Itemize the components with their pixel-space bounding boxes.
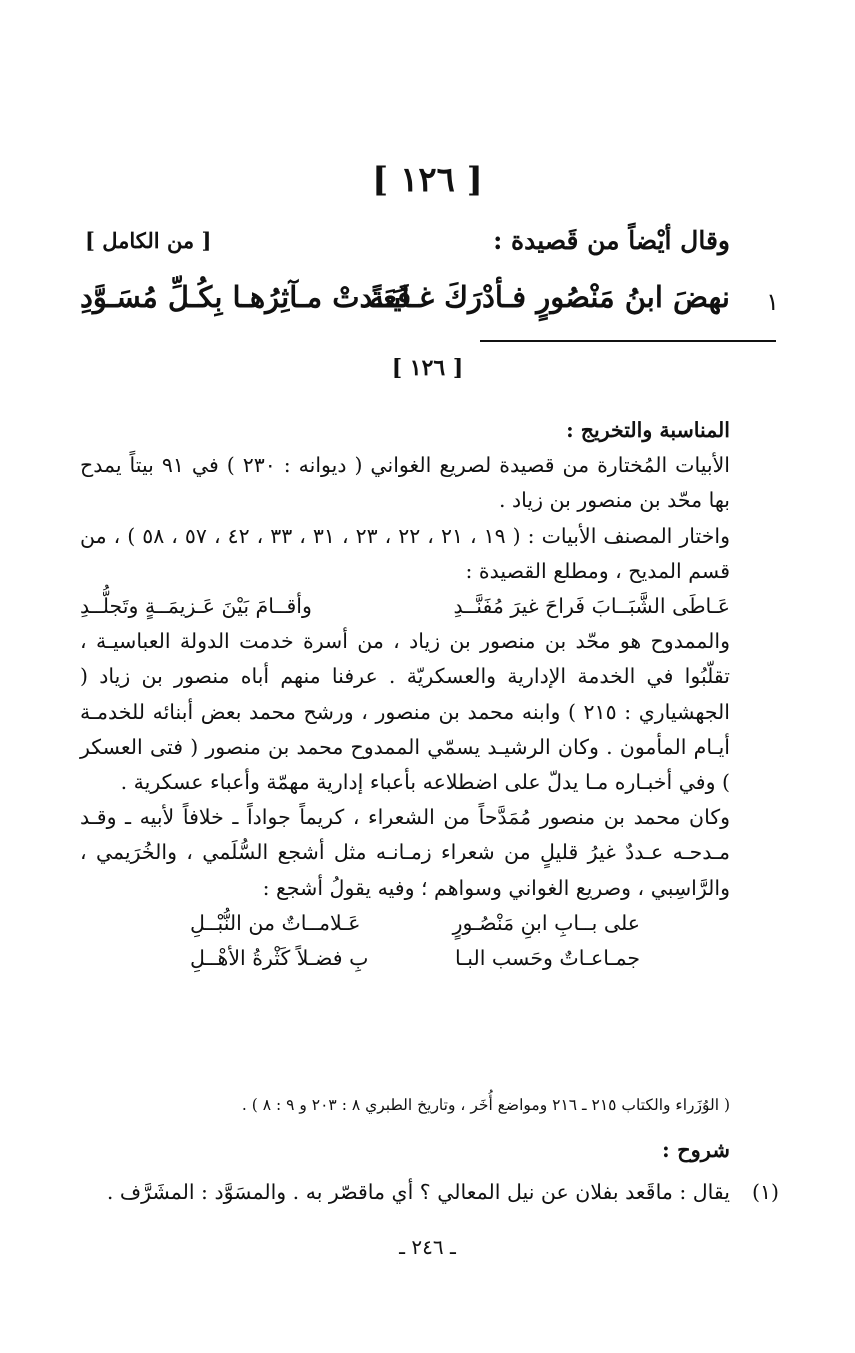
opening-couplet-second: وأقــامَ بَيْنَ عَـزيمَــةٍ وتَجلُّــدِ [80, 594, 312, 619]
paragraph-patron: والممدوح هو محّد بن منصور بن زياد ، من أسرة خدمت الدولة العباسيـة ، تقلّبُوا في الخدمة الإدارية والعسكريّة . عرفنا منهم أباه منصور بن زياد ( الجهشياري : ٢١٥ ) وابنه محمد بن منصور ، ورشح محمد بعض أبنائه للخدمـة أيـام المأمون . وكان الرشيـد يسمّي الممدوح محمد بن منصور ( فتى العسكر ) وفي أخبـاره مـا يدلّ على اضطلاعه بأعباء إدارية مهمّة وأعباء عسكرية . [80, 629, 730, 795]
opening-couplet-first: عَـاطَى الشَّبَــابَ فَراحَ غيرَ مُفَنَّــدِ [453, 594, 730, 619]
verse-second-hemistich: قَعَـدتْ مـآثِرُهـا بِكُـلِّ مُسَـوَّدِ [80, 280, 412, 314]
poem-intro: وقال أيْضاً من قَصيدة : [493, 226, 730, 255]
ashja-couplet-2 [190, 941, 640, 976]
paragraph-source: الأبيات المُختارة من قصيدة لصريع الغواني ( ديوانه : ٢٣٠ ) في ٩١ بيتاً يمدح بها محّد بن منصور بن زياد . [80, 453, 730, 513]
verse-first-hemistich: نهضَ ابنُ مَنْصُورٍ فـأدْرَكَ غـايَـةً [369, 280, 730, 314]
section-number: [ ١٢٦ ] [391, 355, 464, 381]
sharh-note-text: يقال : ماقَعد بفلان عن نيل المعالي ؟ أي ماقصّر به . والمسَوَّد : المشَرَّف . [106, 1180, 730, 1204]
ashja-couplet-1-second: عَـلامــاتٌ من النُّبْــلِ [190, 910, 361, 935]
ashja-couplet-1 [190, 906, 640, 941]
source-note: ( الوُزَراء والكتاب ٢١٥ ـ ٢١٦ ومواضع أُخَر ، وتاريخ الطبري ٨ : ٢٠٣ و ٩ : ٨ ) . [241, 1096, 730, 1114]
ashja-couplet-2-second: بِ فضـلاً كَثْرةُ الأهْــلِ [190, 946, 369, 971]
poem-meter: [ من الكامل ] [85, 228, 212, 253]
ashja-couplet-2-first: جمـاعـاتٌ وحَسب البـا [455, 946, 640, 971]
poem-number: [ ١٢٦ ] [372, 160, 483, 200]
sharh-heading: شروح : [662, 1137, 730, 1162]
sharh-note-number: (١) [751, 1180, 779, 1204]
verse-number: ١ [766, 288, 779, 316]
verse-divider [480, 340, 776, 342]
page-number: ـ ٢٤٦ ـ [399, 1235, 456, 1259]
occasion-heading: المناسبة والتخريج : [566, 418, 730, 442]
commentary-body [80, 413, 730, 976]
paragraph-poets: وكان محمد بن منصور مُمَدَّحاً من الشعراء ، كريماً جواداً ـ خلافاً لأبيه ـ وقـد مـدحـه عـددٌ غيرُ قليلٍ من شعراء زمـانـه مثل أشجع السُّلَمي ، والخُرَيمي ، والرَّاسِبي ، وصريع الغواني وسواهم ؛ وفيه يقولُ أشجع : [80, 805, 730, 900]
ashja-couplet-1-first: على بــابِ ابنِ مَنْصُـورٍ [452, 910, 640, 935]
paragraph-selection: واختار المصنف الأبيات : ( ١٩ ، ٢١ ، ٢٢ ، ٢٣ ، ٣١ ، ٣٣ ، ٤٢ ، ٥٧ ، ٥٨ ) ، من قسم المديح ، ومطلع القصيدة : [80, 523, 730, 583]
opening-couplet [80, 589, 730, 624]
sharh-note [79, 1180, 779, 1204]
